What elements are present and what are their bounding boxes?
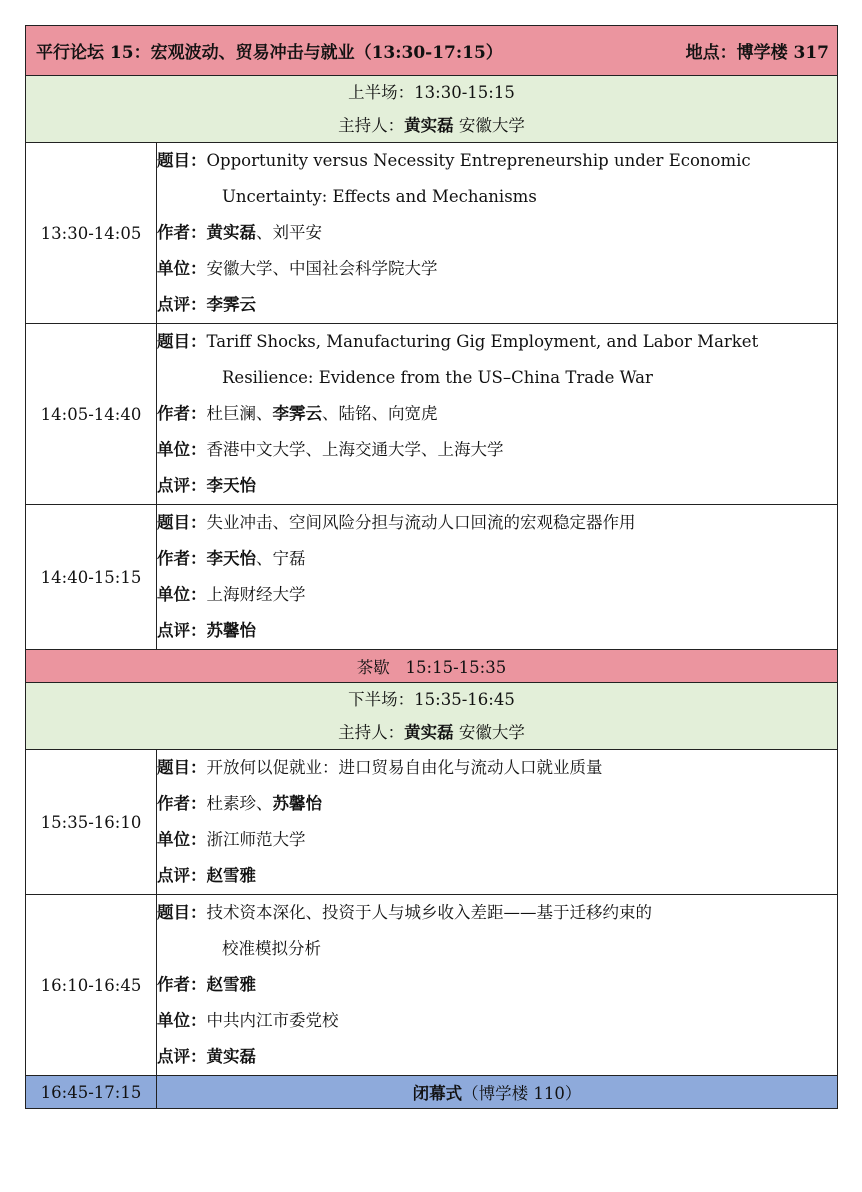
paper-title-cont: 校准模拟分析 [222,939,321,958]
paper-time: 14:05-14:40 [26,324,157,505]
paper-org: 单位：安徽大学、中国社会科学院大学 [157,259,438,278]
break-time: 15:15-15:35 [405,658,507,677]
paper-title: 题目：Opportunity versus Necessity Entrepreneurship under Economic [157,151,751,170]
paper-time: 14:40-15:15 [26,505,157,650]
paper-reviewer: 点评：李霁云 [157,295,256,314]
paper-title-cont: Resilience: Evidence from the US–China Trade War [222,368,653,387]
break-label: 茶歇 [356,658,390,677]
paper-org: 单位：上海财经大学 [157,585,306,604]
paper-authors: 作者：杜素珍、苏馨怡 [157,794,322,813]
paper-time: 16:10-16:45 [26,895,157,1076]
paper-time: 13:30-14:05 [26,143,157,324]
paper-row [26,750,838,895]
paper-title: 题目：技术资本深化、投资于人与城乡收入差距——基于迁移约束的 [157,903,652,922]
session2-row [26,683,838,750]
paper-title: 题目：Tariff Shocks, Manufacturing Gig Employment, and Labor Market [157,332,759,351]
session1-row [26,76,838,143]
paper-row [26,505,838,650]
paper-title: 题目：开放何以促就业：进口贸易自由化与流动人口就业质量 [157,758,603,777]
paper-authors: 作者：李天怡、宁磊 [157,549,306,568]
session2-host: 主持人：黄实磊 安徽大学 [338,723,525,742]
paper-title: 题目：失业冲击、空间风险分担与流动人口回流的宏观稳定器作用 [157,513,636,532]
closing-row [26,1076,838,1109]
paper-reviewer: 点评：李天怡 [157,476,256,495]
closing-title: 闭幕式（博学楼 110） [157,1076,838,1109]
paper-reviewer: 点评：黄实磊 [157,1047,256,1066]
session2-name: 下半场：15:35-16:45 [348,690,515,709]
session1-name: 上半场：13:30-15:15 [348,83,515,102]
paper-time: 15:35-16:10 [26,750,157,895]
paper-row [26,895,838,1076]
paper-title-cont: Uncertainty: Effects and Mechanisms [222,187,537,206]
paper-authors: 作者：赵雪雅 [157,975,256,994]
forum-location: 地点：博学楼 317 [685,43,829,63]
paper-org: 单位：香港中文大学、上海交通大学、上海大学 [157,440,504,459]
closing-venue: （博学楼 110） [462,1084,582,1103]
paper-org: 单位：中共内江市委党校 [157,1011,339,1030]
paper-row [26,143,838,324]
closing-time: 16:45-17:15 [26,1076,157,1109]
paper-org: 单位：浙江师范大学 [157,830,306,849]
paper-reviewer: 点评：赵雪雅 [157,866,256,885]
paper-row [26,324,838,505]
session1-host: 主持人：黄实磊 安徽大学 [338,116,525,135]
paper-authors: 作者：黄实磊、刘平安 [157,223,322,242]
paper-authors: 作者：杜巨澜、李霁云、陆铭、向宽虎 [157,404,438,423]
paper-reviewer: 点评：苏馨怡 [157,621,256,640]
session1-host-name: 黄实磊 [404,116,454,135]
schedule-table [25,25,838,1109]
tea-break-row [26,650,838,683]
forum-header-row [26,26,838,76]
forum-title: 平行论坛 15：宏观波动、贸易冲击与就业（13:30-17:15） [36,43,503,63]
session2-host-name: 黄实磊 [404,723,454,742]
